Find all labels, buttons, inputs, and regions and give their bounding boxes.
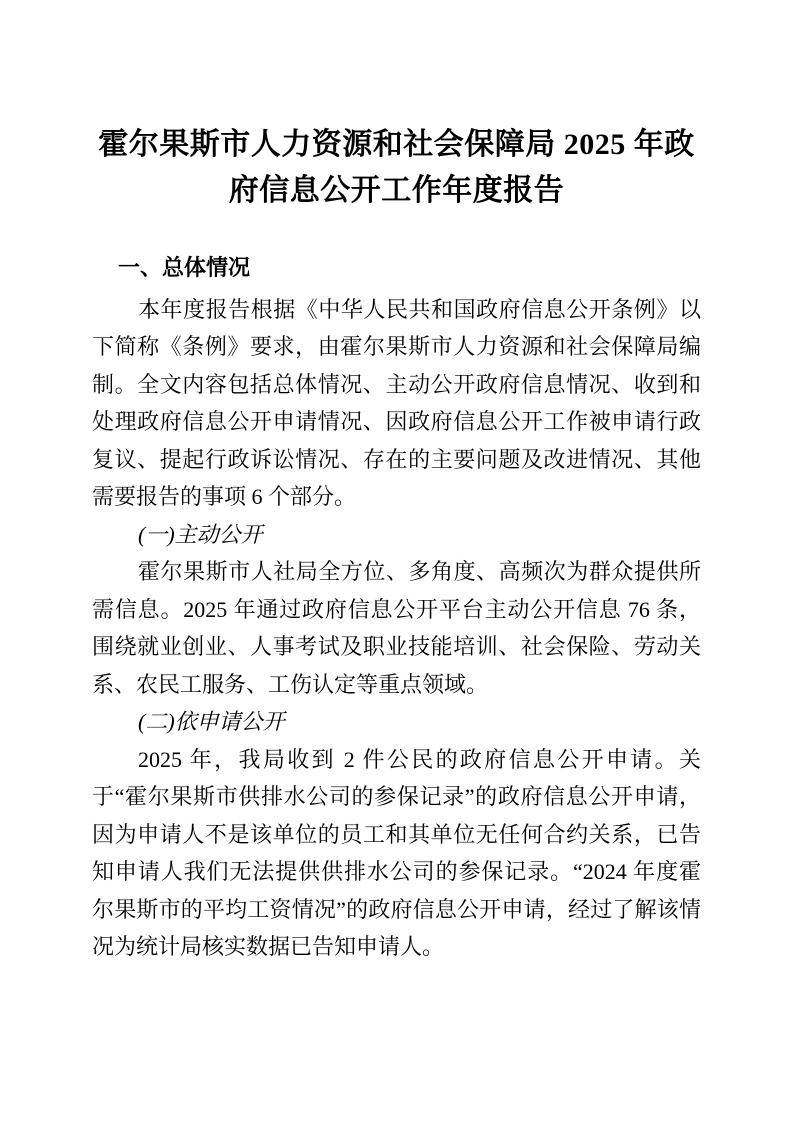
document-body — [92, 249, 701, 966]
paragraph-disclosure-upon-request: 2025 年，我局收到 2 件公民的政府信息公开申请。关于“霍尔果斯市供排水公司的参保记录”的政府信息公开申请，因为申请人不是该单位的员工和其单位无任何合约关系，已告知申请人我们无法提供供排水公司的参保记录。“2024 年度霍尔果斯市的平均工资情况”的政府信息公开申请，经过了解该情况为统计局核实数据已告知申请人。 — [92, 746, 702, 959]
subsection-heading-disclosure-upon-request: (二)依申请公开 — [138, 709, 285, 734]
subsection-heading-proactive-disclosure: (一)主动公开 — [138, 521, 263, 547]
paragraph-overall-intro: 本年度报告根据《中华人民共和国政府信息公开条例》以下简称《条例》要求，由霍尔果斯市人力资源和社会保障局编制。全文内容包括总体情况、主动公开政府信息情况、收到和处理政府信息公开申请情况、因政府信息公开工作被申请行政复议、提起行政诉讼情况、存在的主要问题及改进情况、其他需要报告的事项 6 个部分。 — [92, 296, 701, 509]
section-heading-overall-situation: 一、总体情况 — [118, 255, 251, 280]
document-title: 霍尔果斯市人力资源和社会保障局 2025 年政府信息公开工作年度报告 — [98, 128, 695, 207]
paragraph-proactive-disclosure: 霍尔果斯市人社局全方位、多角度、高频次为群众提供所需信息。2025 年通过政府信息公开平台主动公开信息 76 条，围绕就业创业、人事考试及职业技能培训、社会保险、劳动关系、农民工服务、工伤认定等重点领域。 — [92, 559, 701, 697]
